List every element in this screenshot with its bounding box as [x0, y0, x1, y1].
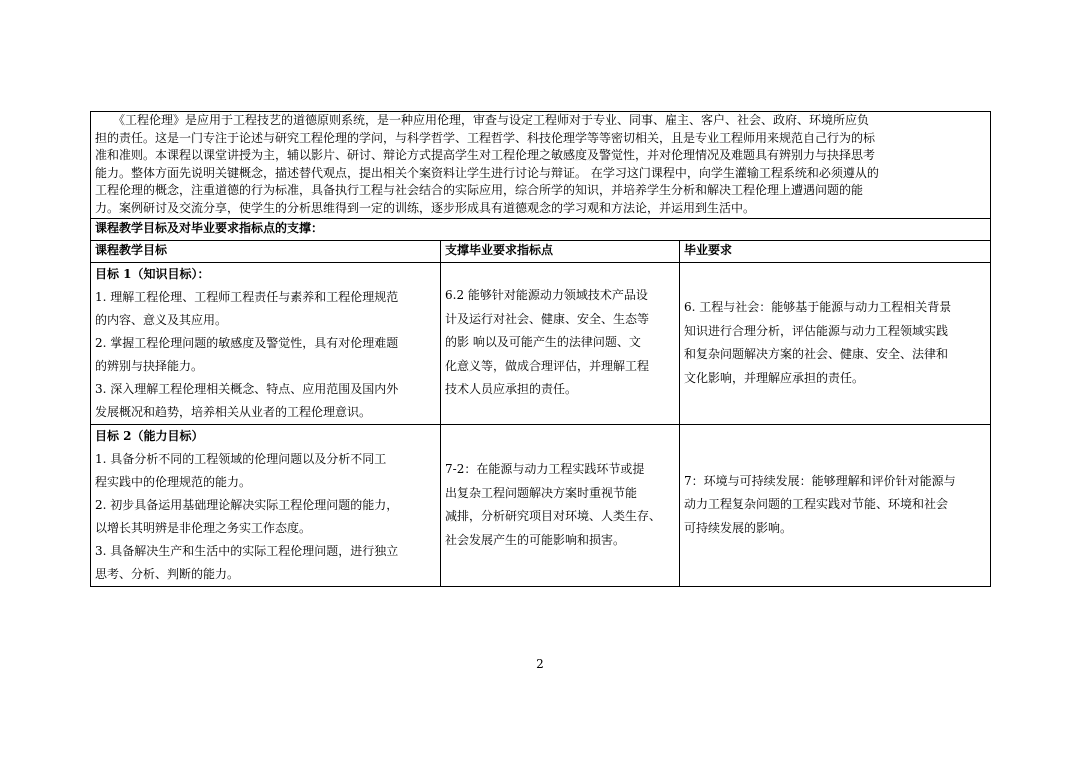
indicator-line: 社会发展产生的可能影响和损害。 [445, 532, 626, 547]
indicator-line: 6.2 能够针对能源动力领域技术产品设 [445, 288, 648, 303]
requirement-cell [680, 424, 991, 586]
intro-line: 能力。整体方面先说明关键概念，描述替代观点，提出相关个案资料让学生进行讨论与辩证。 在学习这门课程中，向学生灌输工程系统和必须遵从的 [95, 165, 879, 180]
indicator-line: 7-2：在能源与动力工程实践环节或提 [445, 462, 645, 477]
requirement-line: 文化影响，并理解应承担的责任。 [684, 370, 865, 385]
goal-cell [91, 262, 441, 424]
header-goal: 课程教学目标 [91, 240, 441, 262]
course-table [90, 111, 991, 587]
section-title: 课程教学目标及对毕业要求指标点的支撑： [91, 218, 991, 240]
header-row [91, 240, 991, 262]
goal-line: 2. 初步具备运用基础理论解决实际工程伦理问题的能力， [95, 497, 399, 512]
indicator-line: 计及运行对社会、健康、安全、生态等 [445, 311, 650, 326]
goal-line: 思考、分析、判断的能力。 [95, 566, 240, 581]
goal-line: 1. 理解工程伦理、工程师工程责任与素养和工程伦理规范 [95, 289, 399, 304]
requirement-line: 可持续发展的影响。 [684, 520, 793, 535]
requirement-line: 动力工程复杂问题的工程实践对节能、环境和社会 [684, 497, 949, 512]
goal-line: 3. 深入理解工程伦理相关概念、特点、应用范围及国内外 [95, 381, 399, 396]
indicator-line: 减排，分析研究项目对环境、人类生存、 [445, 509, 662, 524]
indicator-line: 技术人员应承担的责任。 [445, 382, 578, 397]
intro-paragraph [91, 112, 991, 219]
goal-line: 3. 具备解决生产和生活中的实际工程伦理问题，进行独立 [95, 543, 399, 558]
requirement-line: 和复杂问题解决方案的社会、健康、安全、法律和 [684, 347, 949, 362]
goal-title: 目标 2（能力目标） [95, 428, 204, 443]
goal-line: 的辨别与抉择能力。 [95, 358, 204, 373]
intro-line: 力。案例研讨及交流分享，使学生的分析思维得到一定的训练，逐步形成具有道德观念的学习观和方法论，并运用到生活中。 [95, 200, 756, 215]
indicator-line: 化意义等，做成合理评估，并理解工程 [445, 358, 650, 373]
indicator-line: 的影 响以及可能产生的法律问题、文 [445, 335, 641, 350]
requirement-cell [680, 262, 991, 424]
requirement-line: 6. 工程与社会：能够基于能源与动力工程相关背景 [684, 300, 952, 315]
goal-line: 的内容、意义及其应用。 [95, 312, 228, 327]
header-requirement: 毕业要求 [680, 240, 991, 262]
section-title-row [91, 218, 991, 240]
page-number: 2 [536, 657, 544, 671]
goal-title: 目标 1（知识目标）： [95, 266, 210, 281]
intro-line: 担的责任。这是一门专注于论述与研究工程伦理的学问，与科学哲学、工程哲学、科技伦理学等等密切相关，且是专业工程师用来规范自己行为的标 [95, 130, 876, 145]
goal-line: 程实践中的伦理规范的能力。 [95, 474, 252, 489]
intro-row [91, 112, 991, 219]
indicator-cell [441, 424, 680, 586]
requirement-line: 知识进行合理分析，评估能源与动力工程领域实践 [684, 323, 949, 338]
intro-line: 工程伦理的概念，注重道德的行为标准，具备执行工程与社会结合的实际应用，综合所学的知识，并培养学生分析和解决工程伦理上遭遇问题的能 [95, 183, 864, 198]
intro-line: 《工程伦理》是应用于工程技艺的道德原则系统，是一种应用伦理，审查与设定工程师对于专业、同事、雇主、客户、社会、政府、环境所应负 [95, 113, 870, 127]
goal-cell [91, 424, 441, 586]
goal-line: 1. 具备分析不同的工程领域的伦理问题以及分析不同工 [95, 451, 387, 466]
intro-line: 准和准则。本课程以课堂讲授为主，辅以影片、研讨、辩论方式提高学生对工程伦理之敏感度及警觉性，并对伦理情况及难题具有辨别力与抉择思考 [95, 148, 876, 163]
table-row [91, 262, 991, 424]
indicator-cell [441, 262, 680, 424]
header-indicator: 支撑毕业要求指标点 [441, 240, 680, 262]
table-row [91, 424, 991, 586]
requirement-line: 7：环境与可持续发展：能够理解和评价针对能源与 [684, 473, 956, 488]
goal-line: 2. 掌握工程伦理问题的敏感度及警觉性，具有对伦理难题 [95, 335, 399, 350]
goal-line: 发展概况和趋势，培养相关从业者的工程伦理意识。 [95, 404, 372, 419]
goal-line: 以增长其明辨是非伦理之务实工作态度。 [95, 520, 312, 535]
indicator-line: 出复杂工程问题解决方案时重视节能 [445, 485, 638, 500]
